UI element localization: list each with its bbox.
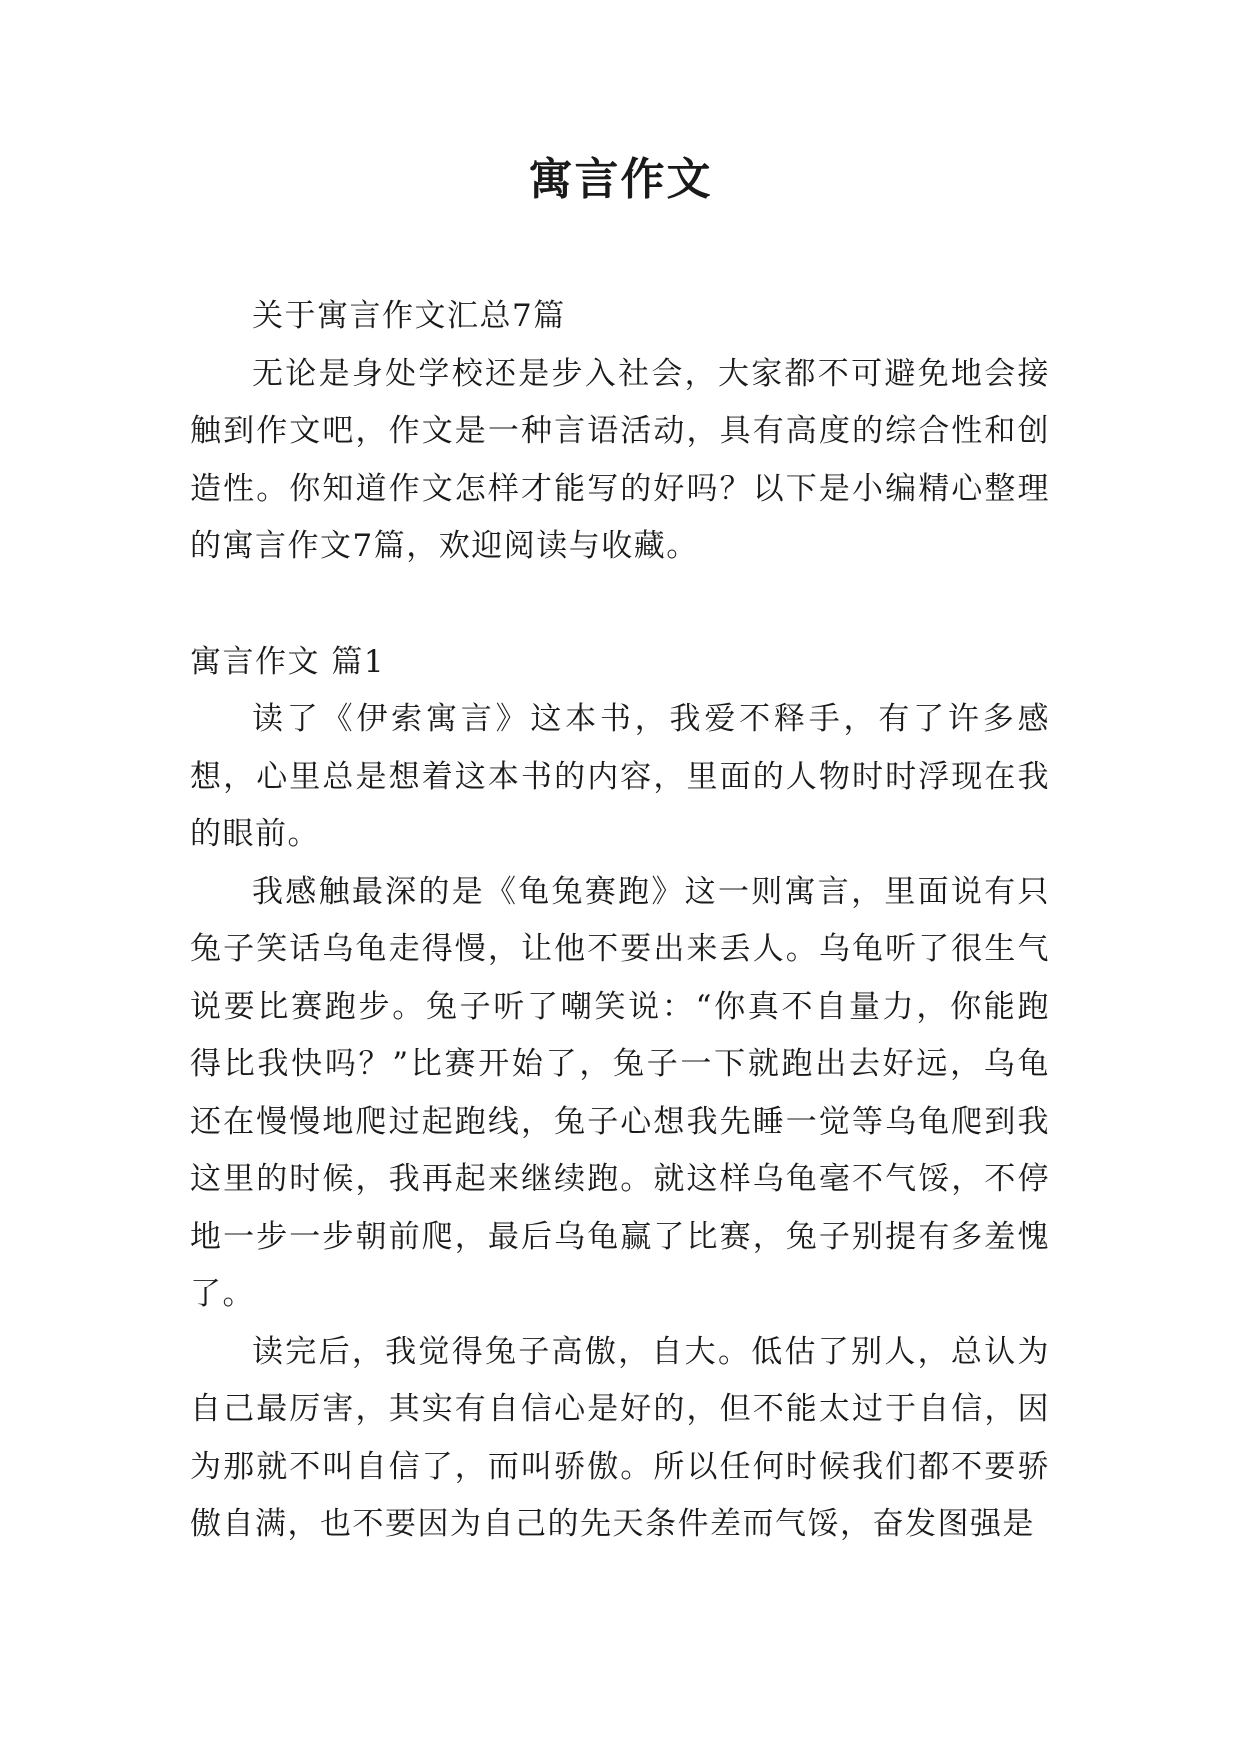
section-heading: 寓言作文 篇1 [190,643,386,680]
body-paragraph: 读完后，我觉得兔子高傲，自大。低估了别人，总认为自己最厉害，其实有自信心是好的，但不能太过于自信，因为那就不叫自信了，而叫骄傲。所以任何时候我们都不要骄傲自满，也不要因为自己的先天条件差而气馁，奋发图强是 [190,1333,1050,1542]
document-title: 寓言作文 [528,154,713,205]
body-paragraph: 我感触最深的是《龟兔赛跑》这一则寓言，里面说有只兔子笑话乌龟走得慢，让他不要出来丢人。乌龟听了很生气说要比赛跑步。兔子听了嘲笑说：“你真不自量力，你能跑得比我快吗？”比赛开始了，兔子一下就跑出去好远，乌龟还在慢慢地爬过起跑线，兔子心想我先睡一觉等乌龟爬到我这里的时候，我再起来继续跑。就这样乌龟毫不气馁，不停地一步一步朝前爬，最后乌龟赢了比赛，兔子别提有多羞愧了。 [190,873,1050,1312]
body-paragraph: 读了《伊索寓言》这本书，我爱不释手，有了许多感想，心里总是想着这本书的内容，里面的人物时时浮现在我的眼前。 [190,701,1050,852]
intro-paragraph: 无论是身处学校还是步入社会，大家都不可避免地会接触到作文吧，作文是一种言语活动，具有高度的综合性和创造性。你知道作文怎样才能写的好吗？以下是小编精心整理的寓言作文7篇，欢迎阅读与收藏。 [190,355,1050,564]
document-body [190,288,1050,1554]
document-subtitle: 关于寓言作文汇总7篇 [252,298,566,334]
